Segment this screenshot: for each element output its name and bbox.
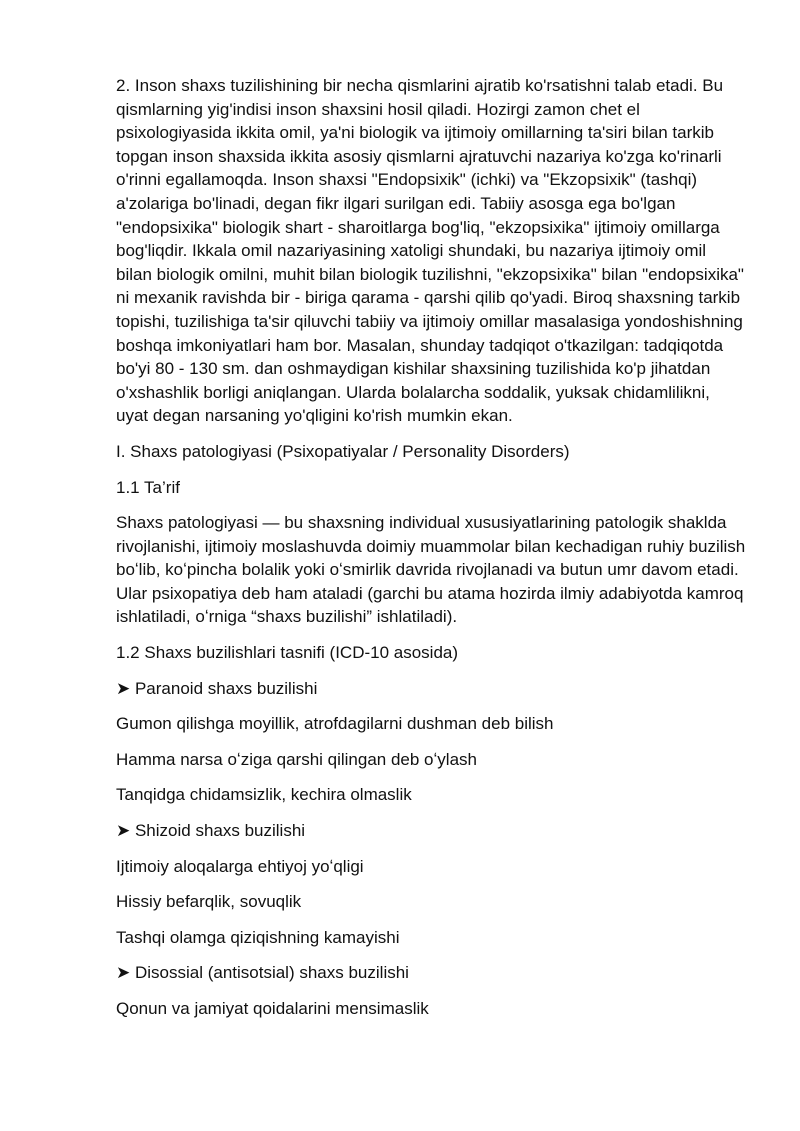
section-heading: I. Shaxs patologiyasi (Psixopatiyalar / Personality Disorders) (116, 441, 570, 461)
intro-paragraph: 2. Inson shaxs tuzilishining bir necha qismlarini ajratib ko'rsatishni talab etadi. Bu qismlarning yig'indisi inson shaxsini hosil qiladi. Hozirgi zamon chet el psixologiyasida ikkita omil, ya'ni biologik va ijtimoiy omillarning ta'siri bilan tarkib topgan inson shaxsida ikkita asosiy qismlarni ajratuvchi nazariya ko'zga ko'rinarli o'rinni egallamoqda. Inson shaxsi "Endopsixik" (ichki) va "Ekzopsixik" (tashqi) a'zolariga bo'linadi, degan fikr ilgari surilgan edi. Tabiiy asosga ega bo'lgan "endopsixika" biologik shart - sharoitlarga bog'liq, "ekzopsixika" ijtimoiy omillarga bog'liqdir. Ikkala omil nazariyasining xatoligi shundaki, bu nazariya ijtimoiy omil bilan biologik omilni, muhit bilan biologik tuzilishni, "ekzopsixika" bilan "endopsixika" ni mexanik ravishda bir - biriga qarama - qarshi qilib qo'yadi. Biroq shaxsning tarkib topishi, tuzilishiga ta'sir qiluvchi tabiiy va ijtimoiy omillar masalasiga yondoshishning boshqa imkoniyatlari ham bor. Masalan, shunday tadqiqot o'tkazilgan: tadqiqotda bo'yi 80 - 130 sm. dan oshmaydigan kishilar shaxsining tuzilishida ko'p jihatdan o'xshashlik borligi aniqlangan. Ularda bolalarcha soddalik, yuksak chidamlilikni, uyat degan narsaning yo'qligini ko'rish mumkin ekan. (116, 76, 744, 426)
document-body (116, 74, 746, 1021)
disorder-trait: Hamma narsa oʻziga qarshi qilingan deb oʻylash (116, 749, 477, 769)
disorder-title: ➤ Shizoid shaxs buzilishi (116, 821, 306, 841)
disorder-trait: Hissiy befarqlik, sovuqlik (116, 892, 302, 912)
definition-heading: 1.1 Ta’rif (116, 477, 180, 497)
disorder-trait: Gumon qilishga moyillik, atrofdagilarni dushman deb bilish (116, 714, 554, 734)
disorder-trait: Ijtimoiy aloqalarga ehtiyoj yoʻqligi (116, 856, 364, 876)
disorder-title: ➤ Paranoid shaxs buzilishi (116, 678, 318, 698)
disorder-title: ➤ Disossial (antisotsial) shaxs buzilishi (116, 963, 409, 983)
disorder-trait: Tashqi olamga qiziqishning kamayishi (116, 927, 400, 947)
disorder-paranoid (116, 677, 746, 819)
definition-paragraph: Shaxs patologiyasi — bu shaxsning individual xususiyatlarining patologik shaklda rivojlanishi, ijtimoiy moslashuvda doimiy muammolar bilan kechadigan ruhiy buzilish boʻlib, koʻpincha bolalik yoki oʻsmirlik davrida rivojlanadi va butun umr davom etadi. Ular psixopatiya deb ham ataladi (garchi bu atama hozirda ilmiy adabiyotda kamroq ishlatiladi, oʻrniga “shaxs buzilishi” ishlatiladi). (116, 513, 746, 627)
disorder-dissocial (116, 961, 746, 1020)
disorder-trait: Tanqidga chidamsizlik, kechira olmaslik (116, 785, 412, 805)
disorder-trait: Qonun va jamiyat qoidalarini mensimaslik (116, 999, 429, 1018)
disorder-schizoid (116, 819, 746, 961)
classification-heading: 1.2 Shaxs buzilishlari tasnifi (ICD-10 asosida) (116, 643, 459, 663)
